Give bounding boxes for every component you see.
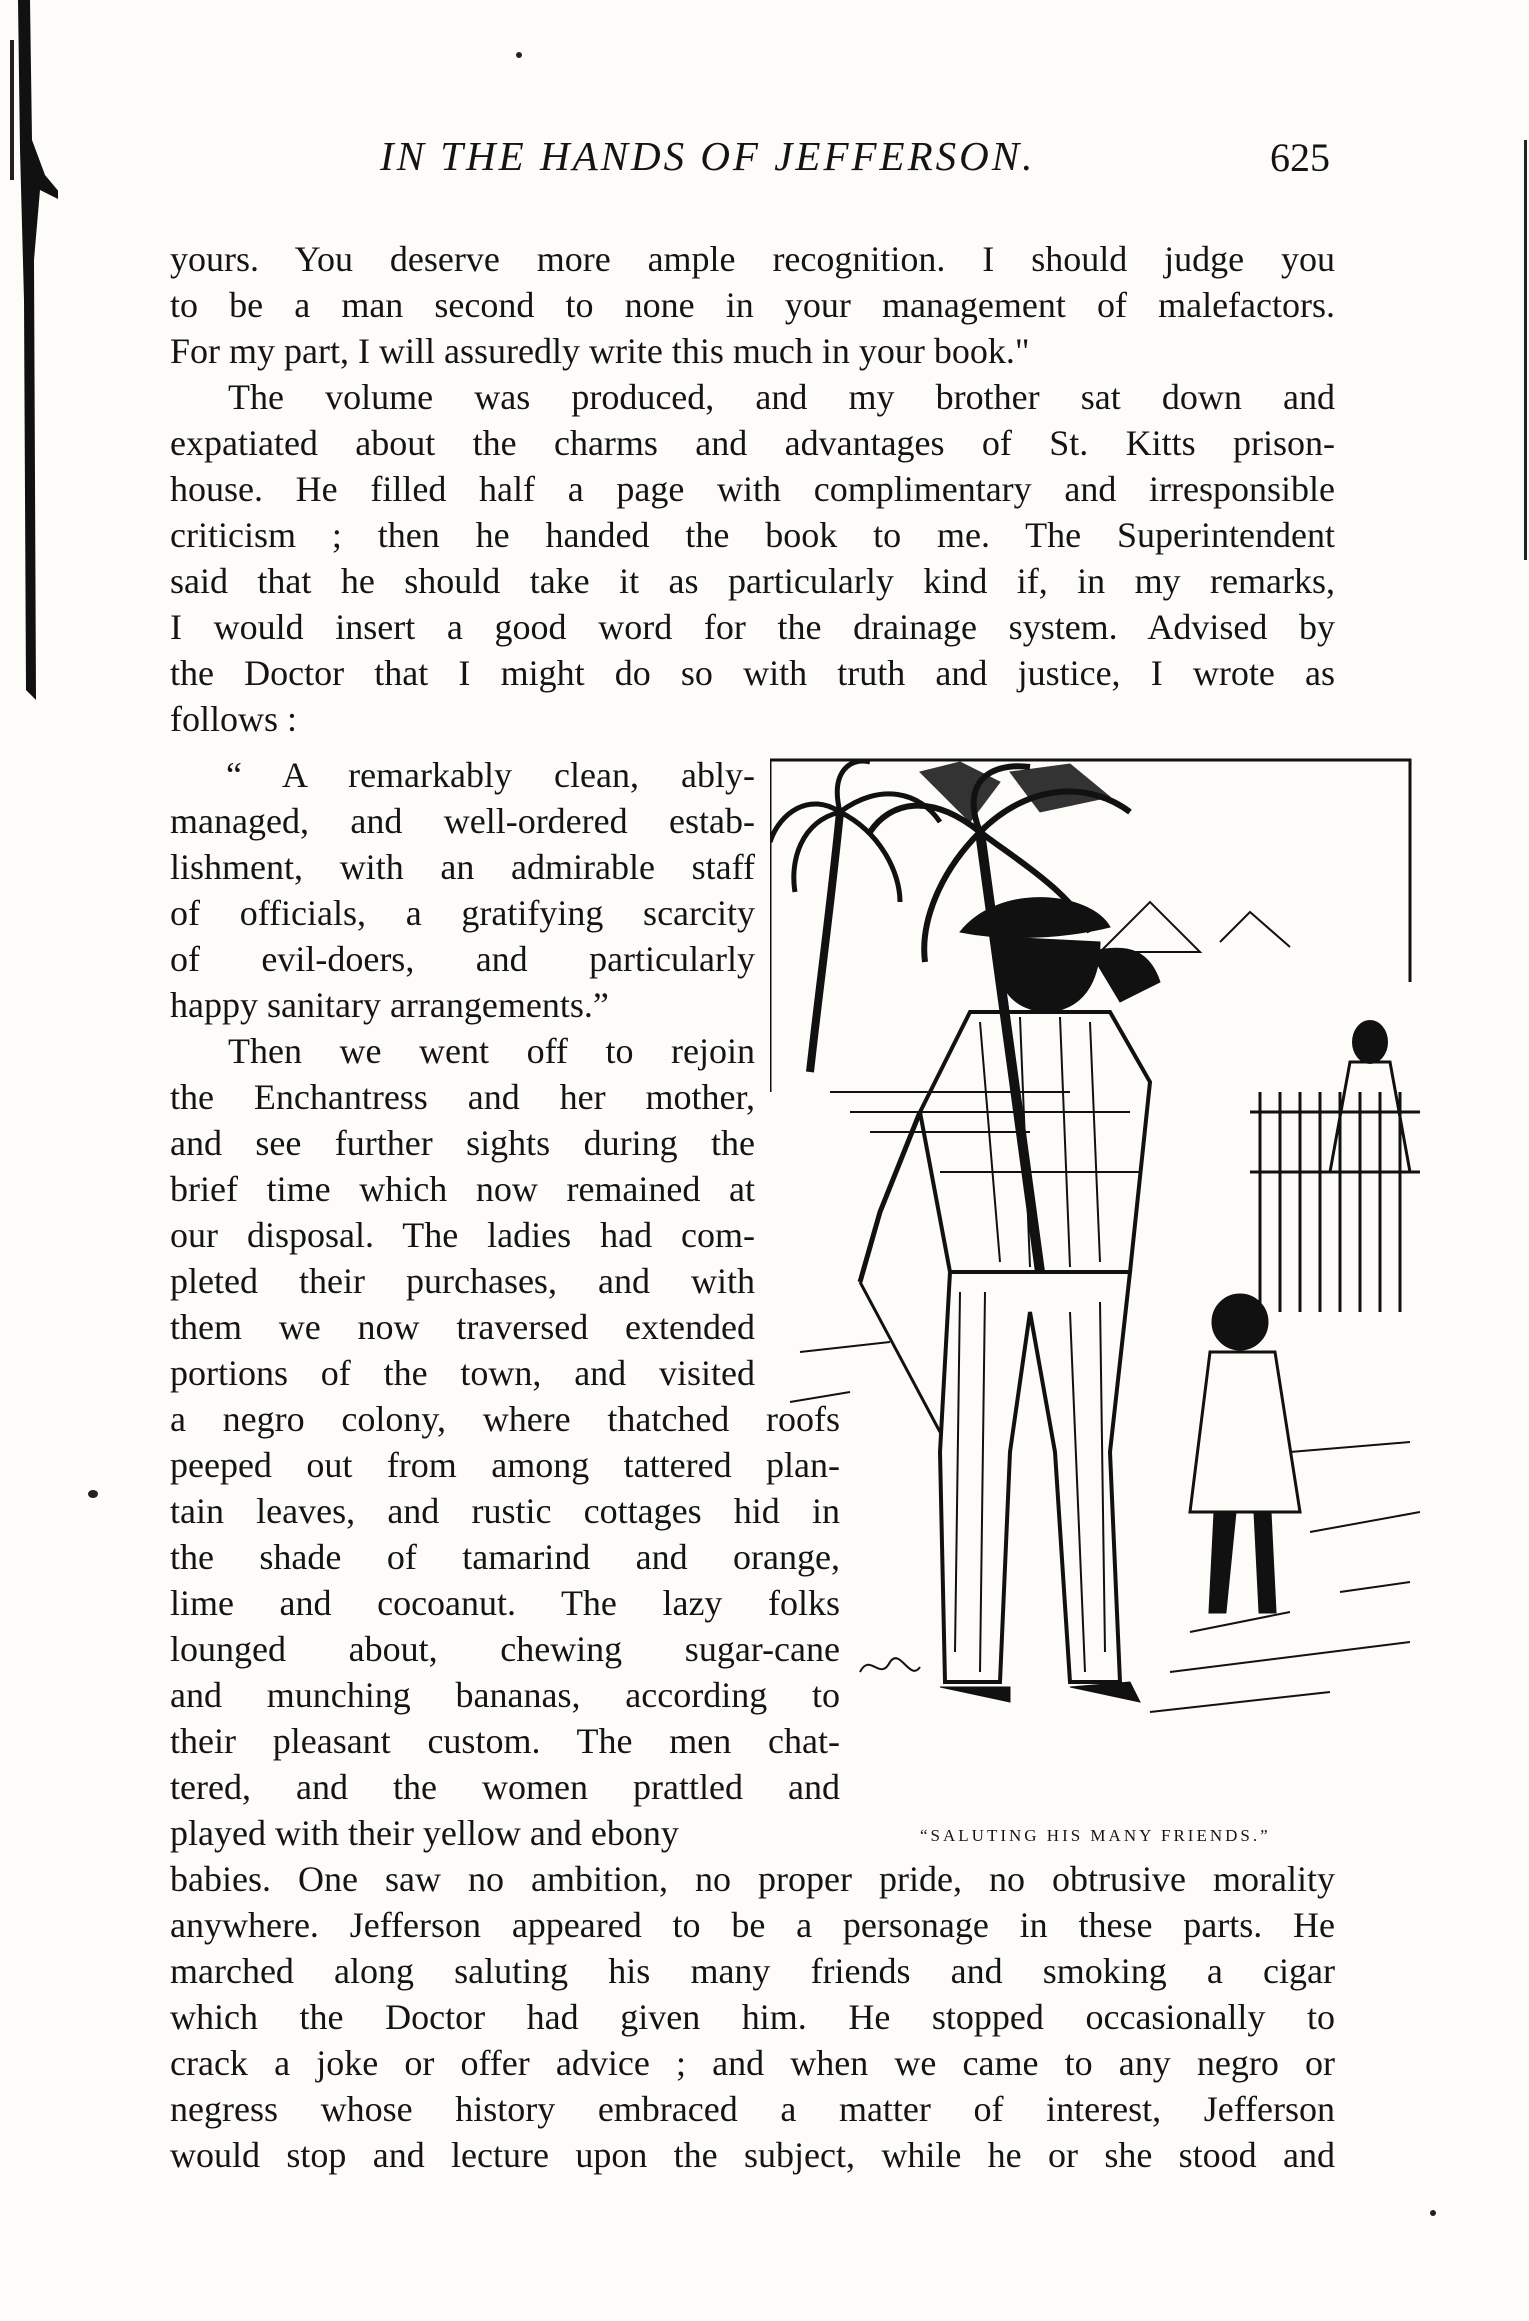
print-speck [1430,2210,1436,2216]
page-number: 625 [1270,135,1330,180]
text-line: played with their yellow and ebony [170,1813,679,1853]
text-line: and see further sights during the [170,1123,755,1163]
text-line: “ A remarkably clean, ably- [226,755,755,795]
child-figure [1190,1294,1300,1612]
text-line: Then we went off to rejoin [228,1031,755,1071]
text-line: peeped out from among tattered plan- [170,1445,840,1485]
text-line: The volume was produced, and my brother sat down and [228,377,1335,417]
text-line: the Doctor that I might do so with truth and justice, I wrote as [170,653,1335,693]
text-line: to be a man second to none in your management of malefactors. [170,285,1335,325]
text-line: crack a joke or offer advice ; and when we came to any negro or [170,2043,1335,2083]
fence-drawing [1250,1092,1420,1312]
text-line: them we now traversed extended [170,1307,755,1347]
text-line: portions of the town, and visited [170,1353,755,1393]
text-line: brief time which now remained at [170,1169,755,1209]
text-line: of officials, a gratifying scarcity [170,893,755,933]
artist-signature [860,1658,920,1672]
text-line: yours. You deserve more ample recognition. I should judge you [170,239,1335,279]
text-line: the shade of tamarind and orange, [170,1537,840,1577]
text-line: pleted their purchases, and with [170,1261,755,1301]
text-line: happy sanitary arrangements.” [170,985,609,1025]
text-line: house. He filled half a page with complimentary and irresponsible [170,469,1335,509]
page-edge-line [1524,140,1527,560]
text-line: negress whose history embraced a matter of interest, Jefferson [170,2089,1335,2129]
text-line: the Enchantress and her mother, [170,1077,755,1117]
running-title: IN THE HANDS OF JEFFERSON. [380,133,1036,179]
text-line: lounged about, chewing sugar-cane [170,1629,840,1669]
text-line: tain leaves, and rustic cottages hid in [170,1491,840,1531]
text-line: tered, and the women prattled and [170,1767,840,1807]
page-binding-edge [0,0,58,720]
print-speck [516,52,522,58]
text-line: lishment, with an admirable staff [170,847,755,887]
palm-tree-drawing [770,761,1130,1272]
text-line: follows : [170,699,298,739]
print-speck [88,1490,98,1498]
text-line: a negro colony, where thatched roofs [170,1399,840,1439]
text-line: said that he should take it as particularly kind if, in my remarks, [170,561,1335,601]
text-line: babies. One saw no ambition, no proper pride, no obtrusive morality [170,1859,1335,1899]
text-line: of evil-doers, and particularly [170,939,755,979]
text-line: lime and cocoanut. The lazy folks [170,1583,840,1623]
text-line: managed, and well-ordered estab- [170,801,755,841]
text-line: which the Doctor had given him. He stopped occasionally to [170,1997,1335,2037]
text-line: their pleasant custom. The men chat- [170,1721,840,1761]
illustration-saluting-man [770,752,1420,1752]
page-header [170,128,1340,188]
illustration-caption: “SALUTING HIS MANY FRIENDS.” [920,1826,1271,1845]
text-line: I would insert a good word for the drainage system. Advised by [170,607,1335,647]
text-line: For my part, I will assuredly write this much in your book." [170,331,1030,371]
text-line: and munching bananas, according to [170,1675,840,1715]
text-line: marched along saluting his many friends and smoking a cigar [170,1951,1335,1991]
text-line: would stop and lecture upon the subject, while he or she stood and [170,2135,1335,2175]
text-line: criticism ; then he handed the book to me. The Superintendent [170,515,1335,555]
text-line: anywhere. Jefferson appeared to be a personage in these parts. He [170,1905,1335,1945]
text-line: our disposal. The ladies had com- [170,1215,755,1255]
text-line: expatiated about the charms and advantages of St. Kitts prison- [170,423,1335,463]
woman-figure [1330,1020,1410,1172]
